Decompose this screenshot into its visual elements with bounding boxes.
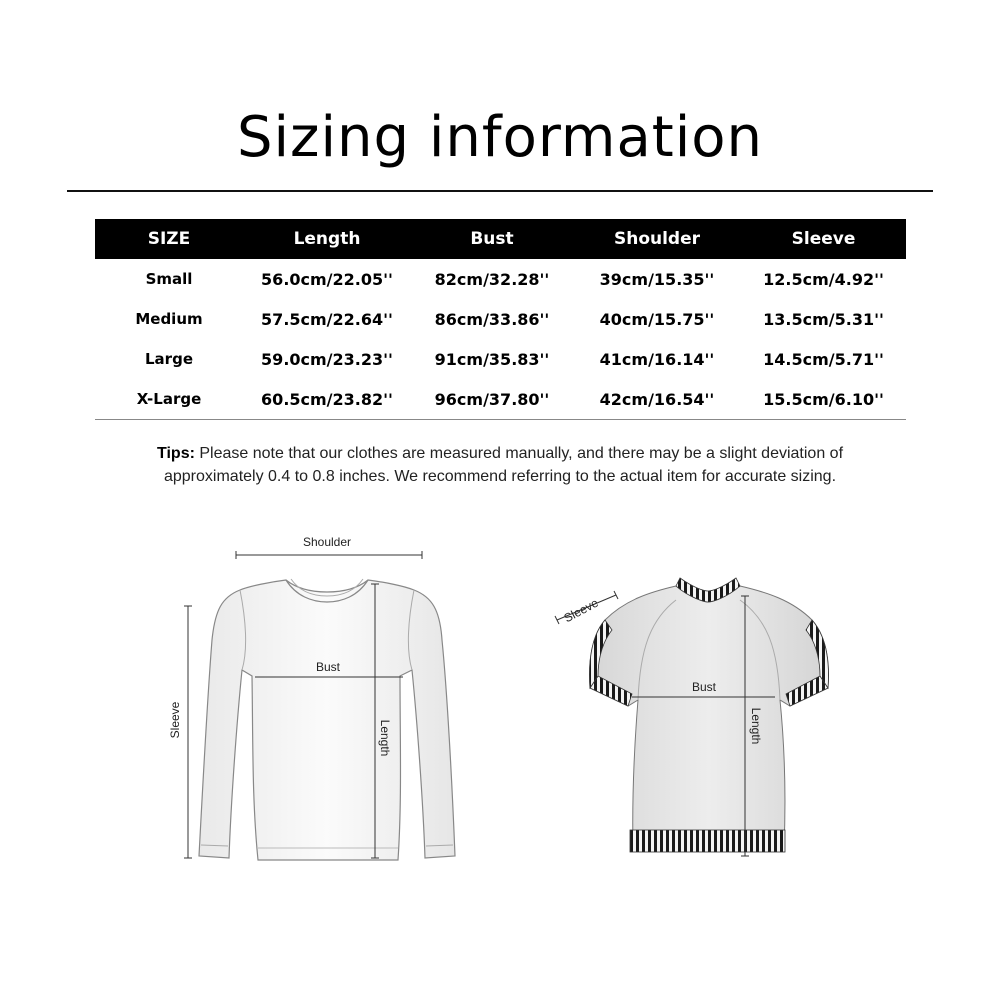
bust-cell: 86cm/33.86'' [434, 309, 550, 329]
length-cell: 56.0cm/22.05'' [261, 269, 393, 289]
shoulder-cell: 39cm/15.35'' [599, 269, 715, 289]
sleeve-label: Sleeve [168, 701, 182, 739]
tips-text: Please note that our clothes are measured manually, and there may be a slight deviation of approximately 0.4 to 0.8 inches. We recommend referring to the actual item for accurate sizing. [163, 445, 844, 485]
sleeve-cell: 15.5cm/6.10'' [763, 389, 884, 409]
table-row [95, 379, 906, 419]
length-label: Length [378, 719, 392, 757]
bust-label: Bust [315, 660, 341, 674]
shoulder-measure-line [236, 551, 422, 559]
size-cell: Small [145, 270, 193, 288]
sleeve-label: Sleeve [561, 595, 601, 626]
size-cell: Large [145, 350, 193, 368]
header-size: SIZE [147, 229, 191, 249]
long-sleeve-tshirt-diagram [150, 525, 470, 870]
bust-cell: 91cm/35.83'' [434, 349, 550, 369]
header-sleeve: Sleeve [791, 229, 856, 249]
header-shoulder: Shoulder [613, 229, 701, 249]
shoulder-cell: 41cm/16.14'' [599, 349, 715, 369]
title-divider [67, 190, 933, 192]
header-length: Length [293, 229, 361, 249]
knit-top-diagram [550, 570, 850, 870]
bust-label: Bust [691, 680, 717, 694]
shoulder-cell: 42cm/16.54'' [599, 389, 715, 409]
length-cell: 60.5cm/23.82'' [261, 389, 393, 409]
tshirt-illustration [199, 579, 455, 860]
size-cell: Medium [135, 310, 203, 328]
length-cell: 57.5cm/22.64'' [261, 309, 393, 329]
length-cell: 59.0cm/23.23'' [261, 349, 393, 369]
table-row [95, 339, 906, 379]
size-table [95, 219, 906, 419]
tips-note [110, 442, 890, 488]
table-row [95, 299, 906, 339]
bust-cell: 96cm/37.80'' [434, 389, 550, 409]
length-label: Length [749, 707, 763, 745]
bust-cell: 82cm/32.28'' [434, 269, 550, 289]
header-bust: Bust [470, 229, 514, 249]
sleeve-cell: 12.5cm/4.92'' [763, 269, 884, 289]
sleeve-cell: 14.5cm/5.71'' [763, 349, 884, 369]
size-table-header [95, 219, 906, 259]
shoulder-cell: 40cm/15.75'' [599, 309, 715, 329]
table-bottom-rule [95, 419, 906, 420]
page-title: Sizing information [236, 105, 764, 170]
table-row [95, 259, 906, 299]
knit-top-illustration [590, 578, 829, 852]
sleeve-cell: 13.5cm/5.31'' [763, 309, 884, 329]
sleeve-measure-line [184, 606, 192, 858]
shoulder-label: Shoulder [302, 535, 352, 549]
tips-label: Tips: [156, 445, 195, 462]
size-cell: X-Large [136, 390, 202, 408]
